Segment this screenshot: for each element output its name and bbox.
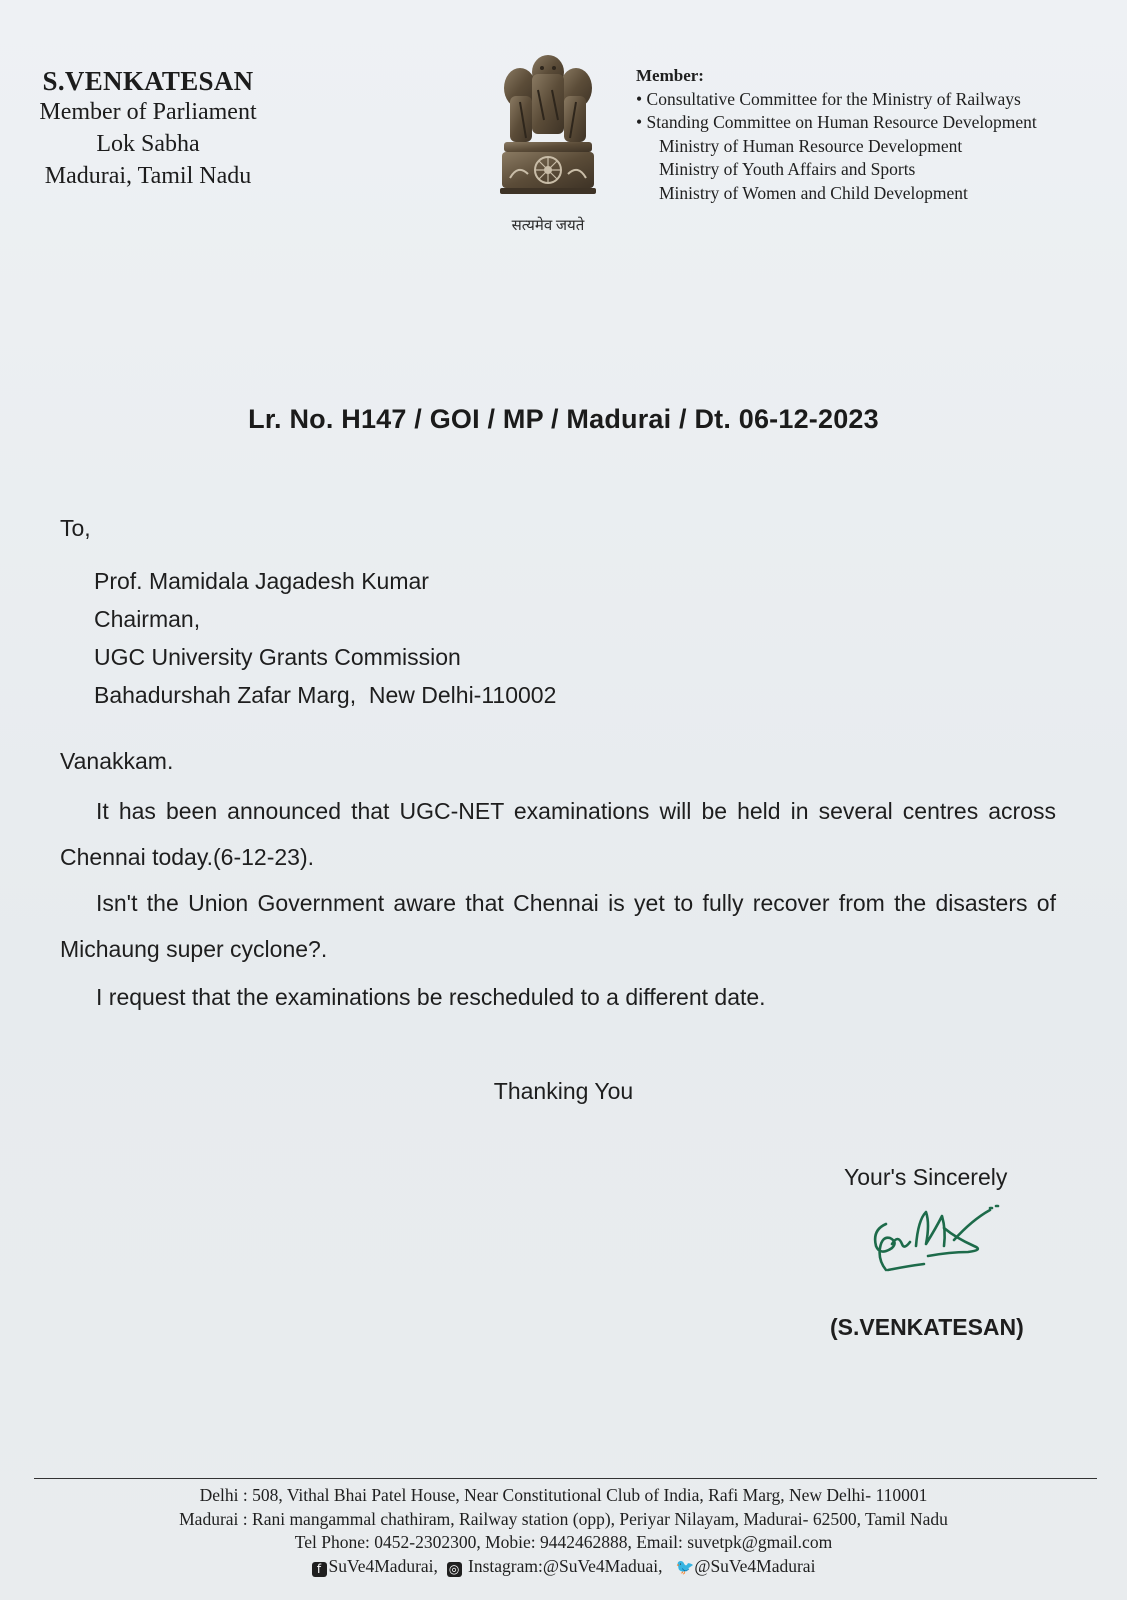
sign-off: Your's Sincerely xyxy=(844,1164,1008,1190)
to-label: To, xyxy=(60,515,91,541)
paragraph-3: I request that the examinations be rescheduled to a different date. xyxy=(96,984,766,1010)
sender-name: S.VENKATESAN xyxy=(42,66,254,96)
facebook-handle: SuVe4Madurai, xyxy=(328,1555,438,1576)
delhi-address: Delhi : 508, Vithal Bhai Patel House, Near Constitutional Club of India, Rafi Marg, New Delhi- 110001 xyxy=(199,1485,928,1505)
sender-house: Lok Sabha xyxy=(96,131,200,157)
facebook-icon: f xyxy=(312,1562,327,1577)
member-label: Member: xyxy=(636,66,704,85)
twitter-icon: 🐦 xyxy=(675,1557,695,1576)
recipient-address xyxy=(94,562,556,714)
ministry-item: Ministry of Women and Child Development xyxy=(659,182,968,203)
footer-contact xyxy=(0,1484,1127,1579)
sender-place: Madurai, Tamil Nadu xyxy=(44,163,252,189)
recipient-organization: UGC University Grants Commission xyxy=(94,644,461,670)
committee-block xyxy=(636,64,1116,205)
handwritten-signature xyxy=(858,1194,1008,1294)
closing xyxy=(0,1078,1127,1105)
ministry-item: Ministry of Youth Affairs and Sports xyxy=(659,159,916,179)
twitter-handle: @SuVe4Madurai xyxy=(694,1555,816,1576)
recipient-designation: Chairman, xyxy=(94,606,201,632)
committee-item: • Standing Committee on Human Resource Development xyxy=(636,112,1037,132)
contact-line: Tel Phone: 0452-2302300, Mobie: 9442462888, Email: suvetpk@gmail.com xyxy=(294,1532,833,1552)
paragraph-1: It has been announced that UGC-NET examinations will be held in several centres across Chennai today.(6-12-23). xyxy=(60,798,1056,870)
lion-capital-icon xyxy=(498,50,598,215)
salutation: Vanakkam. xyxy=(60,748,174,774)
paragraph-2: Isn't the Union Government aware that Chennai is yet to fully recover from the disasters of Michaung super cyclone?. xyxy=(60,890,1056,962)
madurai-address: Madurai : Rani mangammal chathiram, Railway station (opp), Periyar Nilayam, Madurai- 62500, Tamil Nadu xyxy=(179,1508,948,1529)
footer-divider xyxy=(34,1478,1097,1479)
recipient-street: Bahadurshah Zafar Marg, New Delhi-110002 xyxy=(94,682,557,708)
reference-number: Lr. No. H147 / GOI / MP / Madurai / Dt. 06-12-2023 xyxy=(248,404,879,434)
committee-item: • Consultative Committee for the Ministry of Railways xyxy=(636,88,1021,109)
social-links xyxy=(0,1555,1127,1580)
instagram-handle: Instagram:@SuVe4Maduai, xyxy=(468,1555,663,1576)
sender-title: Member of Parliament xyxy=(39,99,257,125)
signatory-name: (S.VENKATESAN) xyxy=(830,1314,1024,1340)
closing-text: Thanking You xyxy=(493,1078,634,1104)
ministry-item: Ministry of Human Resource Development xyxy=(659,135,963,156)
national-emblem xyxy=(492,50,604,240)
sender-block xyxy=(18,66,278,192)
recipient-name: Prof. Mamidala Jagadesh Kumar xyxy=(94,568,429,594)
emblem-motto: सत्यमेव जयते xyxy=(511,218,585,234)
instagram-icon: ◎ xyxy=(447,1562,462,1577)
